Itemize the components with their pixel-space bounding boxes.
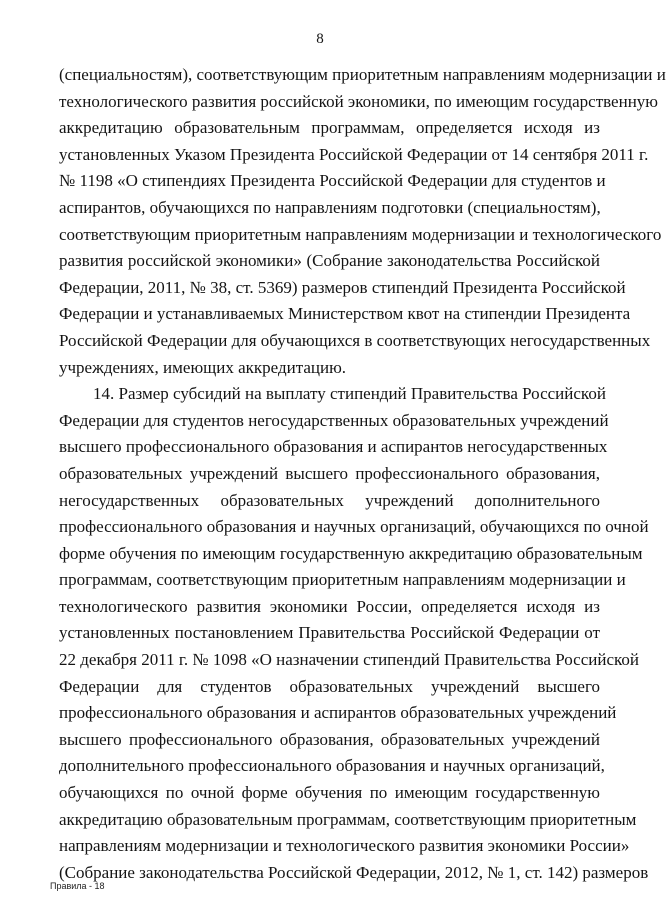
text-line: форме обучения по имеющим государственную аккредитацию образовательным [59,543,643,563]
text-line: высшего профессионального образования и аспирантов негосударственных [59,437,608,457]
text-line: Федерации для студентов негосударственных образовательных учреждений [59,410,609,430]
text-line: аккредитацию образовательным программам, определяется исходя из [59,118,600,138]
text-line: установленных постановлением Правительства Российской Федерации от [59,623,600,643]
text-line: высшего профессионального образования, образовательных учреждений [59,729,600,749]
paragraph-2 [59,381,649,886]
text-line: программам, соответствующим приоритетным направлениям модернизации и [59,570,626,590]
text-line: 14. Размер субсидий на выплату стипендий Правительства Российской [93,384,606,404]
text-line: 22 декабря 2011 г. № 1098 «О назначении стипендий Правительства Российской [59,650,640,670]
paragraph-1 [59,62,666,381]
text-line: установленных Указом Президента Российской Федерации от 14 сентября 2011 г. [59,144,649,164]
text-line: технологического развития экономики России, определяется исходя из [59,596,600,616]
text-line: Федерации, 2011, № 38, ст. 5369) размеров стипендий Президента Российской [59,277,626,297]
text-line: профессионального образования и научных организаций, обучающихся по очной [59,517,649,537]
text-line: дополнительного профессионального образования и научных организаций, [59,756,605,776]
text-line: Федерации и устанавливаемых Министерством квот на стипендии Президента [59,304,631,324]
page-number: 8 [316,31,324,47]
text-line: № 1198 «О стипендиях Президента Российской Федерации для студентов и [59,171,606,191]
text-line: учреждениях, имеющих аккредитацию. [59,357,347,377]
footer-label: Правила - 18 [50,881,105,891]
text-line: развития российской экономики» (Собрание законодательства Российской [59,251,600,271]
text-line: аспирантов, обучающихся по направлениям подготовки (специальностям), [59,197,601,217]
text-line: образовательных учреждений высшего профессионального образования, [59,463,600,483]
text-line: обучающихся по очной форме обучения по имеющим государственную [59,783,600,803]
text-line: направлениям модернизации и технологического развития экономики России» [59,836,630,856]
text-line: профессионального образования и аспирантов образовательных учреждений [59,703,617,723]
text-line: технологического развития российской экономики, по имеющим государственную [59,91,659,111]
text-line: (Собрание законодательства Российской Федерации, 2012, № 1, ст. 142) размеров [59,862,649,882]
document-body [59,62,666,886]
text-line: (специальностям), соответствующим приоритетным направлениям модернизации и [59,65,666,84]
text-line: аккредитацию образовательным программам, соответствующим приоритетным [59,809,637,829]
text-line: Федерации для студентов образовательных учреждений высшего [59,676,600,696]
text-line: соответствующим приоритетным направлениям модернизации и технологического [59,224,662,244]
text-line: негосударственных образовательных учреждений дополнительного [59,490,600,510]
text-line: Российской Федерации для обучающихся в соответствующих негосударственных [59,330,651,350]
